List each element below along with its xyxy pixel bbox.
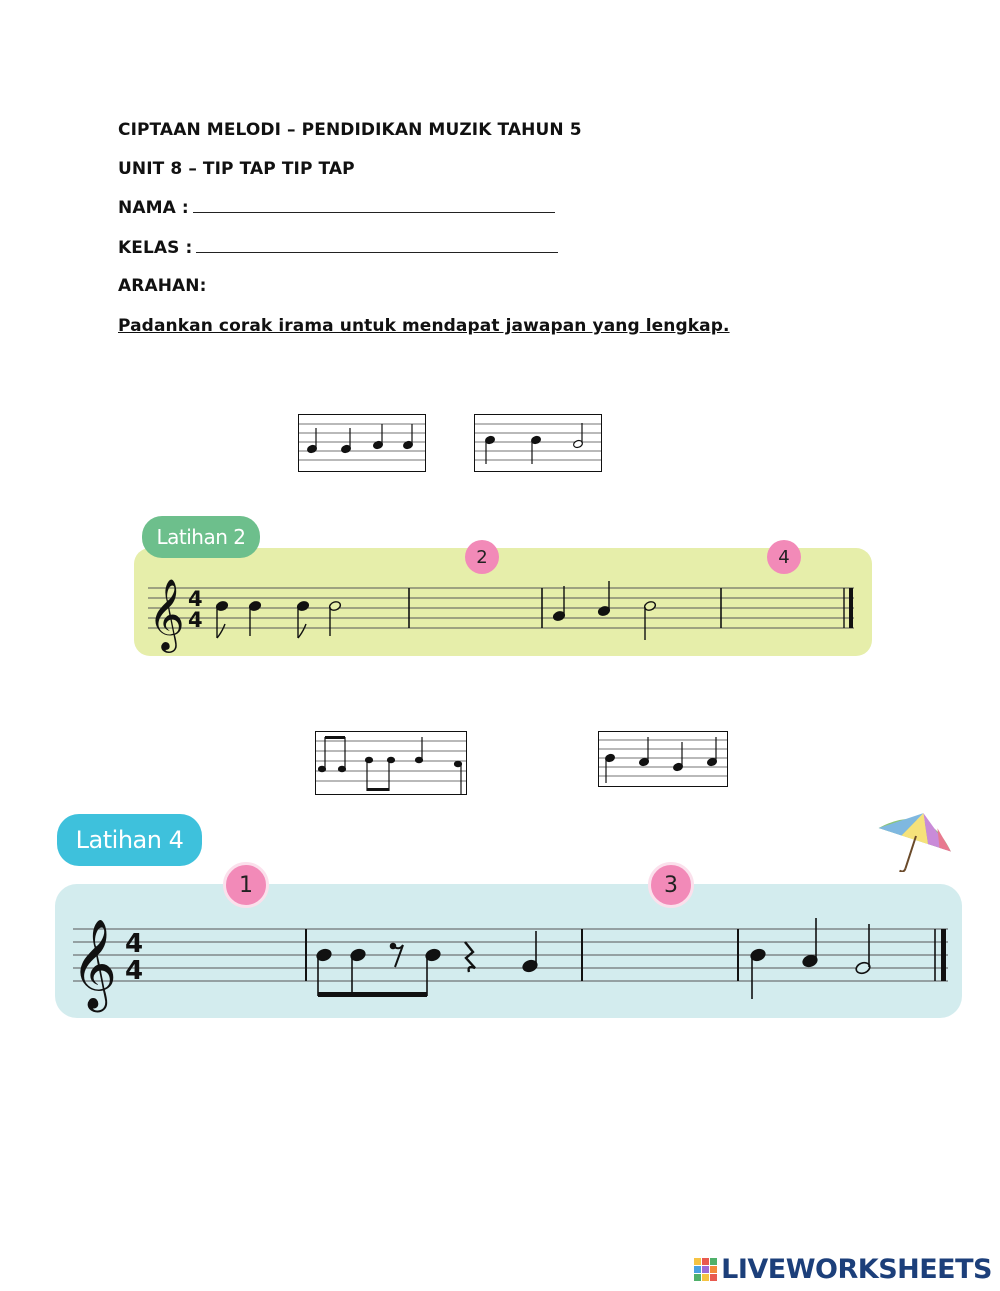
- exercise-2-badge-4-number: 4: [778, 546, 790, 568]
- exercise-4-badge-3-number: 3: [664, 872, 678, 898]
- exercise-4-badge-1-number: 1: [239, 872, 253, 898]
- umbrella-icon: [872, 806, 956, 872]
- instruction-text: Padankan corak irama untuk mendapat jawapan yang lengkap.: [118, 316, 730, 336]
- name-row: [118, 198, 555, 218]
- worksheet-title: CIPTAAN MELODI – PENDIDIKAN MUZIK TAHUN 5: [118, 120, 582, 140]
- class-row: [118, 238, 558, 258]
- class-blank-line: [196, 238, 558, 253]
- time-signature-bottom: 4: [188, 608, 203, 632]
- treble-clef-icon: 𝄞: [148, 577, 185, 650]
- liveworksheets-logo-icon: [694, 1258, 718, 1282]
- name-blank-line: [193, 198, 555, 213]
- rhythm-option-four-crotchets[interactable]: [298, 414, 426, 472]
- rhythm-option-crotchets-minim[interactable]: [474, 414, 602, 472]
- treble-clef-icon-2: 𝄞: [71, 919, 118, 1009]
- brand-name: LIVEWORKSHEETS: [721, 1254, 992, 1285]
- rhythm-option-mixed-quavers[interactable]: [315, 731, 467, 795]
- time-signature-bottom-2: 4: [125, 956, 144, 986]
- time-signature-top-2: 4: [125, 929, 144, 959]
- rhythm-option-four-crotchets-b[interactable]: [598, 731, 728, 787]
- exercise-2-badge-2-number: 2: [476, 546, 488, 568]
- name-label: NAMA :: [118, 198, 189, 218]
- brand-logo: [694, 1254, 992, 1285]
- exercise-4-staff: [55, 884, 962, 1018]
- class-label: KELAS :: [118, 238, 193, 258]
- exercise-4-tag: [57, 814, 202, 866]
- time-signature-top: 4: [188, 587, 203, 611]
- exercise-2-staff: [134, 548, 872, 656]
- instructions-label: ARAHAN:: [118, 276, 207, 296]
- unit-title: UNIT 8 – TIP TAP TIP TAP: [118, 159, 355, 179]
- exercise-2-label: Latihan 2: [156, 525, 246, 549]
- exercise-4-label: Latihan 4: [75, 826, 184, 854]
